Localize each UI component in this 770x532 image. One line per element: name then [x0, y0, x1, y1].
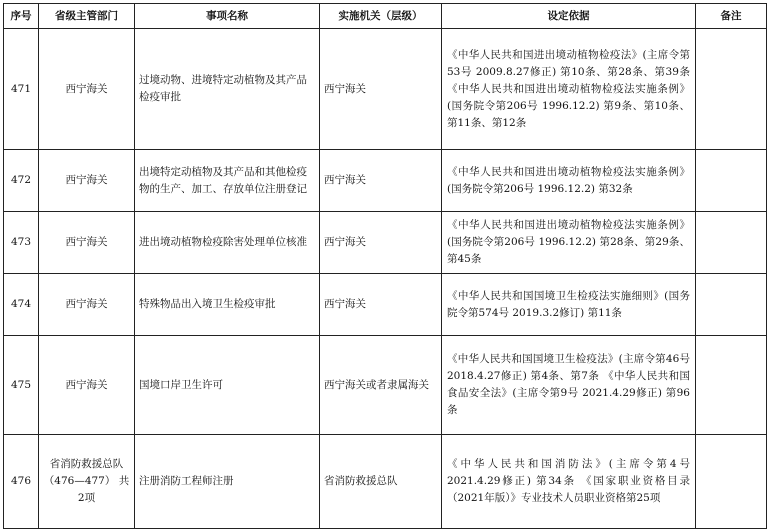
- document-page: [3, 3, 766, 529]
- row-name: 出境特定动植物及其产品和其他检疫物的生产、加工、存放单位注册登记: [135, 150, 320, 212]
- header-remark: 备注: [696, 4, 767, 29]
- row-name: 注册消防工程师注册: [135, 435, 320, 529]
- approval-items-table: [3, 3, 767, 529]
- table-row: [4, 212, 767, 274]
- row-name: 特殊物品出入境卫生检疫审批: [135, 274, 320, 336]
- table-row: [4, 336, 767, 435]
- row-basis: 《中华人民共和国进出境动植物检疫法实施条例》(国务院令第206号 1996.12.2) 第28条、第29条、第45条: [442, 212, 696, 274]
- table-row: [4, 274, 767, 336]
- header-name: 事项名称: [135, 4, 320, 29]
- row-name: 过境动物、进境特定动植物及其产品检疫审批: [135, 29, 320, 150]
- row-dept: 西宁海关: [39, 336, 135, 435]
- row-agency: 西宁海关或者隶属海关: [320, 336, 442, 435]
- row-agency: 省消防救援总队: [320, 435, 442, 529]
- row-agency: 西宁海关: [320, 212, 442, 274]
- row-agency: 西宁海关: [320, 274, 442, 336]
- row-dept: 西宁海关: [39, 274, 135, 336]
- row-basis: 《中华人民共和国消防法》(主席令第4号 2021.4.29修正) 第34条 《国家职业资格目录（2021年版）》专业技术人员职业资格第25项: [442, 435, 696, 529]
- header-dept: 省级主管部门: [39, 4, 135, 29]
- header-no: 序号: [4, 4, 39, 29]
- row-basis: 《中华人民共和国进出境动植物检疫法实施条例》(国务院令第206号 1996.12.2) 第32条: [442, 150, 696, 212]
- row-name: 进出境动植物检疫除害处理单位核准: [135, 212, 320, 274]
- table-header-row: [4, 4, 767, 29]
- row-dept: 西宁海关: [39, 212, 135, 274]
- row-dept: 省消防救援总队 （476—477） 共2项: [39, 435, 135, 529]
- row-agency: 西宁海关: [320, 29, 442, 150]
- row-agency: 西宁海关: [320, 150, 442, 212]
- table-row: [4, 29, 767, 150]
- row-remark: [696, 336, 767, 435]
- row-name: 国境口岸卫生许可: [135, 336, 320, 435]
- row-remark: [696, 150, 767, 212]
- row-no: 473: [4, 212, 39, 274]
- row-remark: [696, 212, 767, 274]
- row-no: 472: [4, 150, 39, 212]
- row-no: 476: [4, 435, 39, 529]
- table-row: [4, 435, 767, 529]
- row-basis: 《中华人民共和国国境卫生检疫法》(主席令第46号 2018.4.27修正) 第4条、第7条 《中华人民共和国食品安全法》(主席令第9号 2021.4.29修正) 第96条: [442, 336, 696, 435]
- row-no: 471: [4, 29, 39, 150]
- row-no: 474: [4, 274, 39, 336]
- header-basis: 设定依据: [442, 4, 696, 29]
- header-agency: 实施机关（层级）: [320, 4, 442, 29]
- row-dept: 西宁海关: [39, 29, 135, 150]
- row-no: 475: [4, 336, 39, 435]
- table-row: [4, 150, 767, 212]
- row-remark: [696, 29, 767, 150]
- row-dept: 西宁海关: [39, 150, 135, 212]
- row-remark: [696, 435, 767, 529]
- row-basis: 《中华人民共和国国境卫生检疫法实施细则》(国务院令第574号 2019.3.2修订) 第11条: [442, 274, 696, 336]
- row-remark: [696, 274, 767, 336]
- row-basis: 《中华人民共和国进出境动植物检疫法》(主席令第53号 2009.8.27修正) 第10条、第28条、第39条 《中华人民共和国进出境动植物检疫法实施条例》(国务院令第206号 1996.12.2) 第9条、第10条、第11条、第12条: [442, 29, 696, 150]
